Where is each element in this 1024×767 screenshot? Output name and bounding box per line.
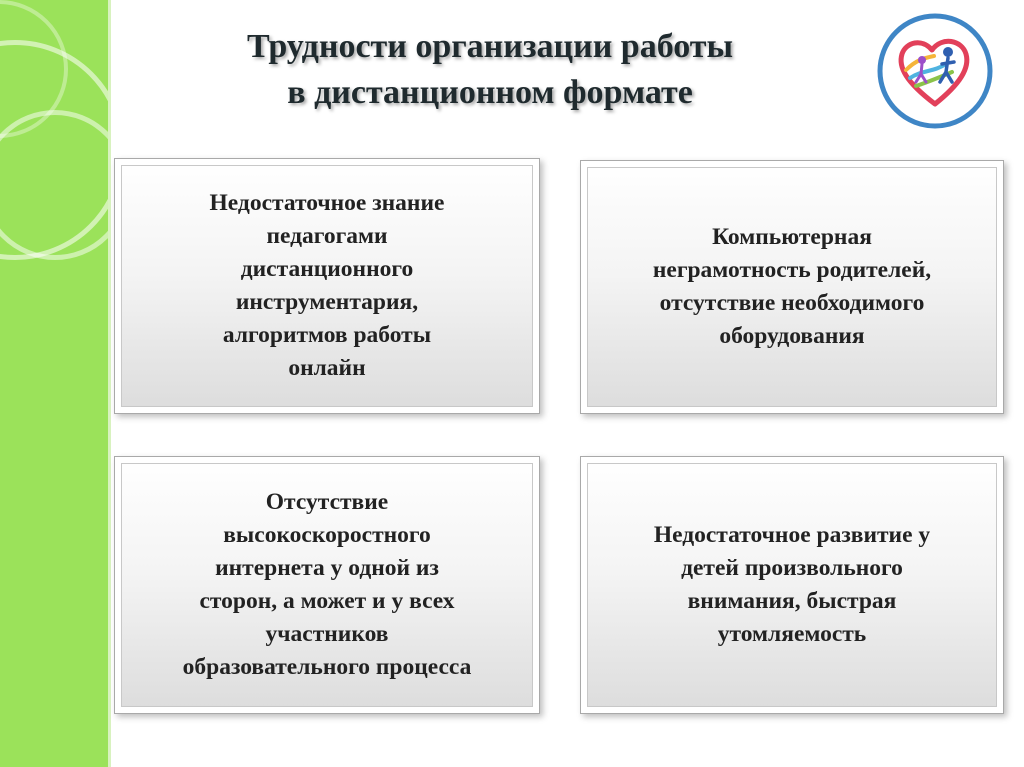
difficulty-card-internet-access	[114, 456, 540, 714]
heart-family-logo-icon	[876, 12, 994, 130]
decorative-side-strip	[0, 0, 108, 767]
card-text: Отсутствие высокоскоростного интернета у одной из сторон, а может и у всех участников образовательного процесса	[182, 489, 472, 680]
divider	[108, 0, 111, 767]
card-text: Недостаточное развитие у детей произвольного внимания, быстрая утомляемость	[653, 522, 931, 647]
card-text: Недостаточное знание педагогами дистанционного инструментария, алгоритмов работы онлайн	[209, 190, 445, 381]
slide-title	[130, 24, 850, 116]
title-line-1: Трудности организации работы	[246, 28, 734, 65]
card-text: Компьютерная неграмотность родителей, отсутствие необходимого оборудования	[652, 224, 932, 349]
difficulty-card-teacher-knowledge	[114, 158, 540, 414]
difficulty-card-parent-literacy	[580, 160, 1004, 414]
difficulty-card-child-attention	[580, 456, 1004, 714]
decorative-circle	[0, 110, 108, 260]
title-line-2: в дистанционном формате	[287, 74, 693, 111]
